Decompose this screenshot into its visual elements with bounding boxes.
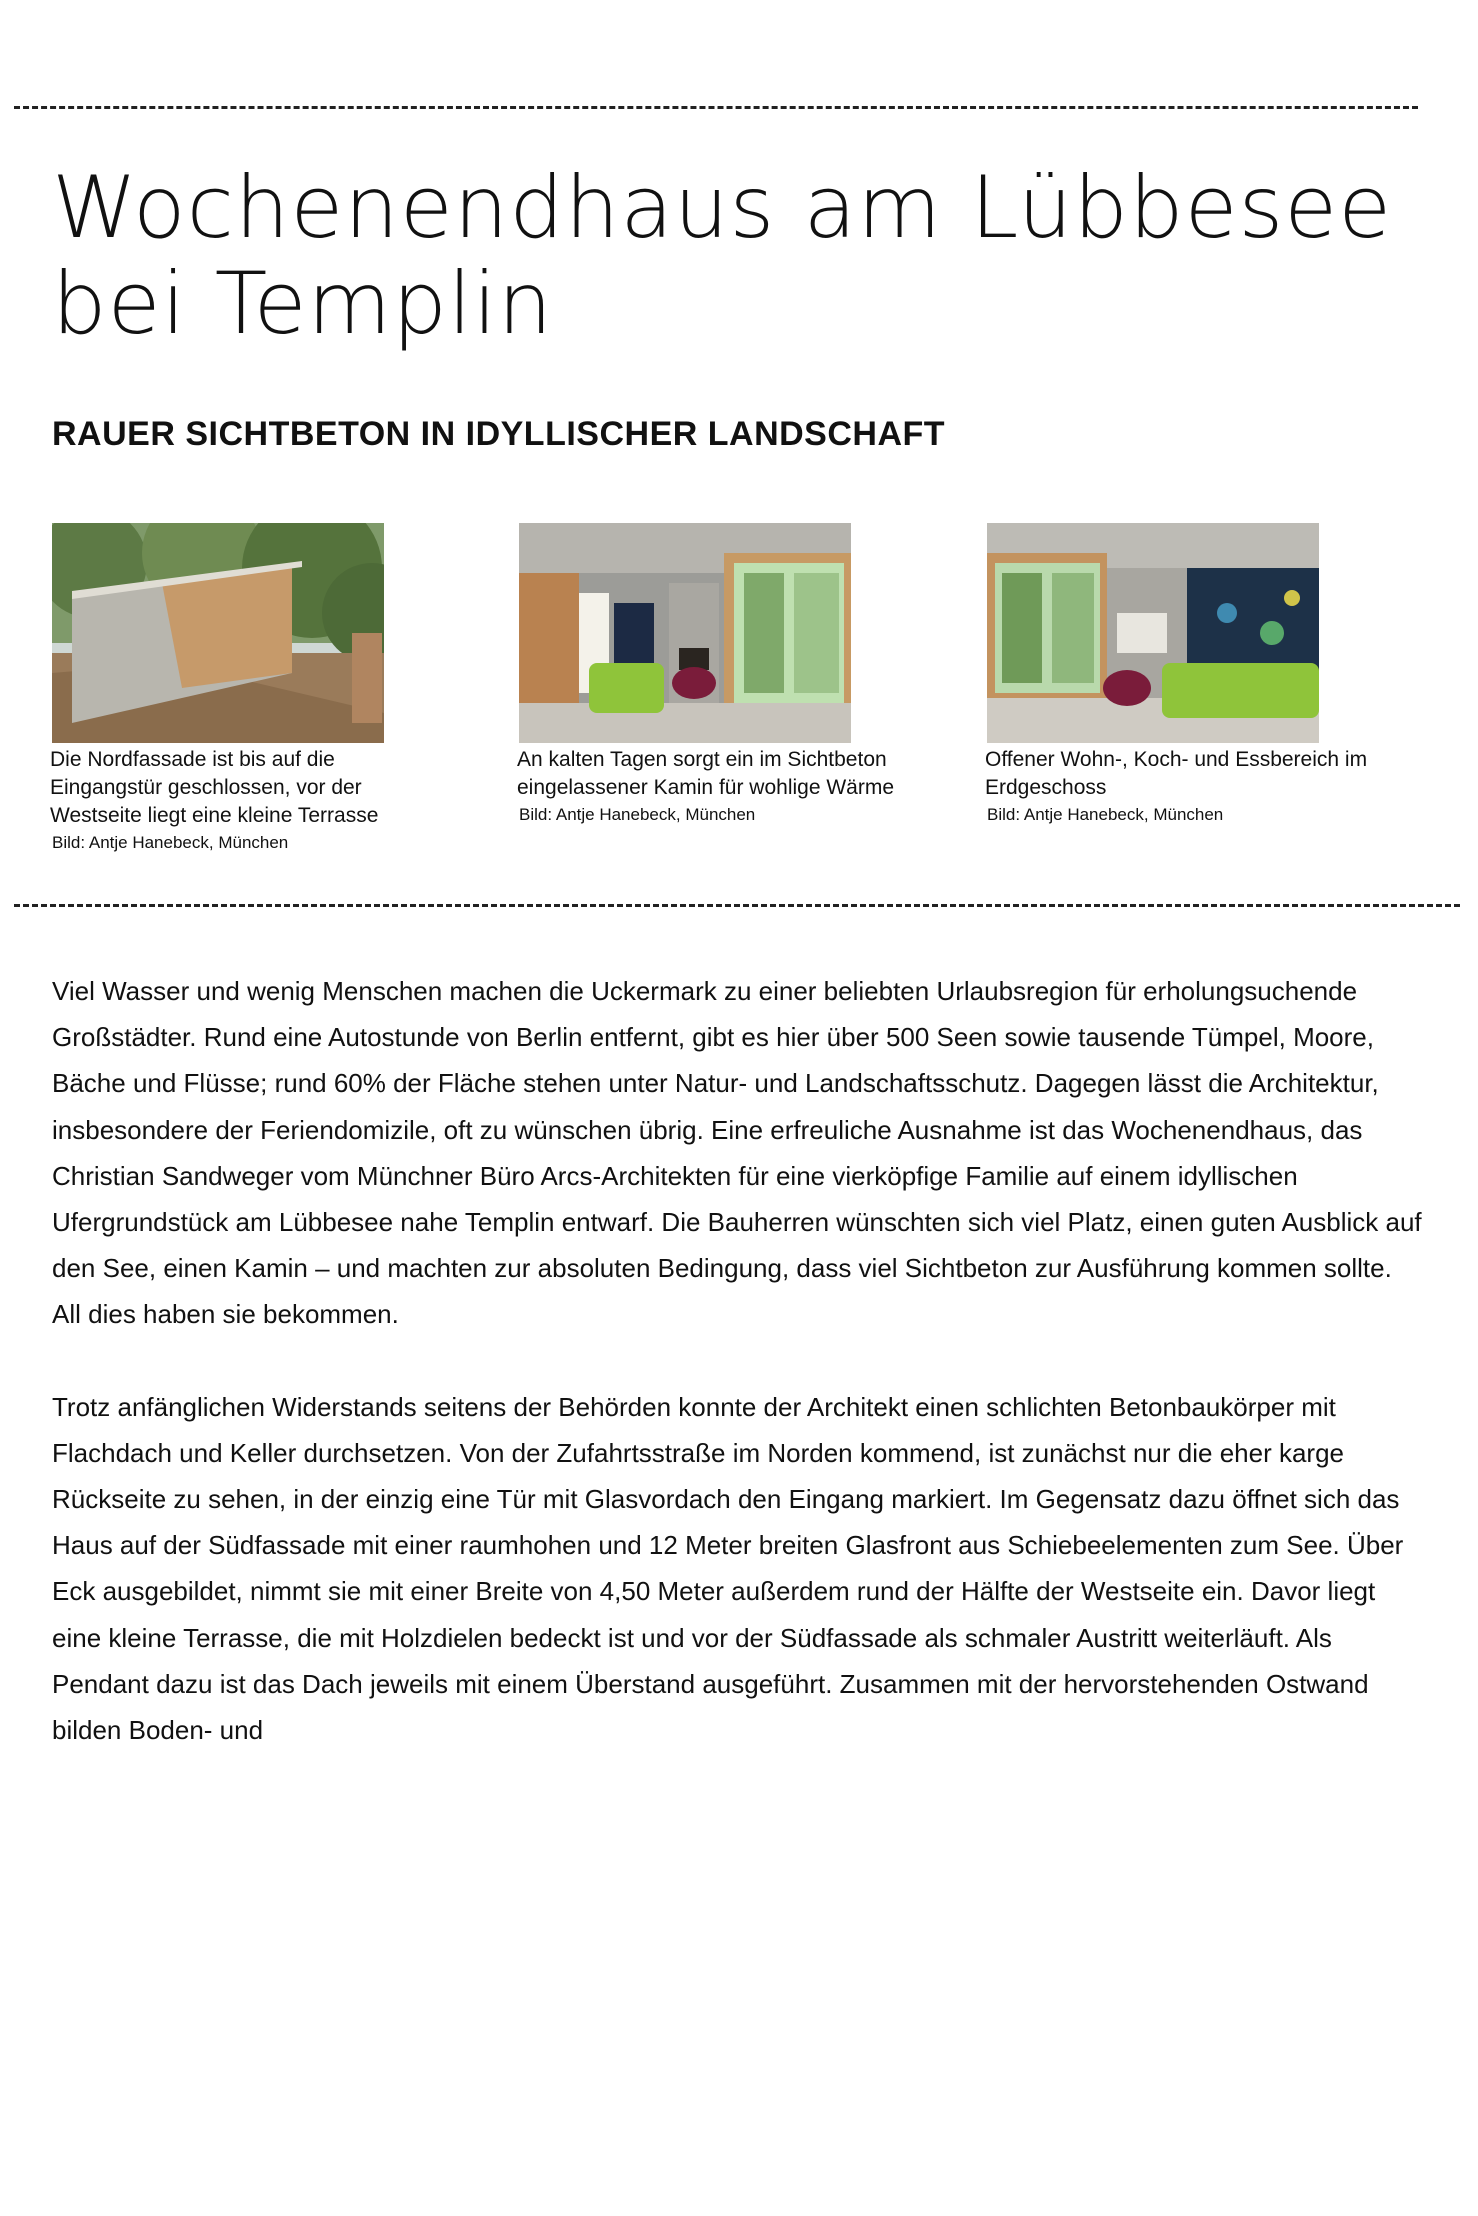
page-title: Wochenendhaus am Lübbesee bei Templin <box>52 158 1393 354</box>
photo-credit: Bild: Antje Hanebeck, München <box>52 833 289 852</box>
body-paragraph: Trotz anfänglichen Widerstands seitens der Behörden konnte der Architekt einen schlichten Betonbaukörper mit Flachdach und Keller durchsetzen. Von der Zufahrtsstraße im Norden kommend, ist zunächst nur die eher karge Rückseite zu sehen, in der einzig eine Tür mit Glasvordach den Eingang markiert. Im Gegensatz dazu öffnet sich das Haus auf der Südfassade mit einer raumhohen und 12 Meter breiten Glasfront aus Schiebeelementen zum See. Über Eck ausgebildet, nimmt sie mit einer Breite von 4,50 Meter außerdem rund der Hälfte der Westseite ein. Davor liegt eine kleine Terrasse, die mit Holzdielen bedeckt ist und vor der Südfassade als schmaler Austritt weiterläuft. Als Pendant dazu ist das Dach jeweils mit einem Überstand ausgeführt. Zusammen mit der hervorstehenden Ostwand bilden Boden- und <box>52 1391 1404 1746</box>
photo-north-facade[interactable] <box>52 523 384 743</box>
middle-divider <box>14 904 1460 907</box>
photo-living-area[interactable] <box>987 523 1319 743</box>
article-subtitle: RAUER SICHTBETON IN IDYLLISCHER LANDSCHAFT <box>52 415 946 453</box>
top-divider <box>14 106 1418 109</box>
gallery-item-north-facade <box>52 523 472 854</box>
body-paragraph: Viel Wasser und wenig Menschen machen die Uckermark zu einer beliebten Urlaubsregion für erholungsuchende Großstädter. Rund eine Autostunde von Berlin entfernt, gibt es hier über 500 Seen sowie tausende Tümpel, Moore, Bäche und Flüsse; rund 60% der Fläche stehen unter Natur- und Landschaftsschutz. Dagegen lässt die Architektur, insbesondere der Feriendomizile, oft zu wünschen übrig. Eine erfreuliche Ausnahme ist das Wochenendhaus, das Christian Sandweger vom Münchner Büro Arcs-Architekten für eine vierköpfige Familie auf einem idyllischen Ufergrundstück am Lübbesee nahe Templin entwarf. Die Bauherren wünschten sich viel Platz, einen guten Ausblick auf den See, einen Kamin – und machten zur absoluten Bedingung, dass viel Sichtbeton zur Ausführung kommen sollte. All dies haben sie bekommen. <box>52 976 1422 1330</box>
article-body <box>52 968 1422 1799</box>
gallery-item-living-area <box>987 523 1407 826</box>
photo-credit: Bild: Antje Hanebeck, München <box>519 805 756 824</box>
photo-credit: Bild: Antje Hanebeck, München <box>987 805 1224 824</box>
photo-fireplace[interactable] <box>519 523 851 743</box>
photo-caption: Offener Wohn-, Koch- und Essbereich im Erdgeschoss <box>985 748 1368 799</box>
photo-caption: Die Nordfassade ist bis auf die Eingangstür geschlossen, vor der Westseite liegt eine kleine Terrasse <box>50 748 379 827</box>
gallery-item-fireplace <box>519 523 939 826</box>
photo-caption: An kalten Tagen sorgt ein im Sichtbeton eingelassener Kamin für wohlige Wärme <box>517 748 895 799</box>
